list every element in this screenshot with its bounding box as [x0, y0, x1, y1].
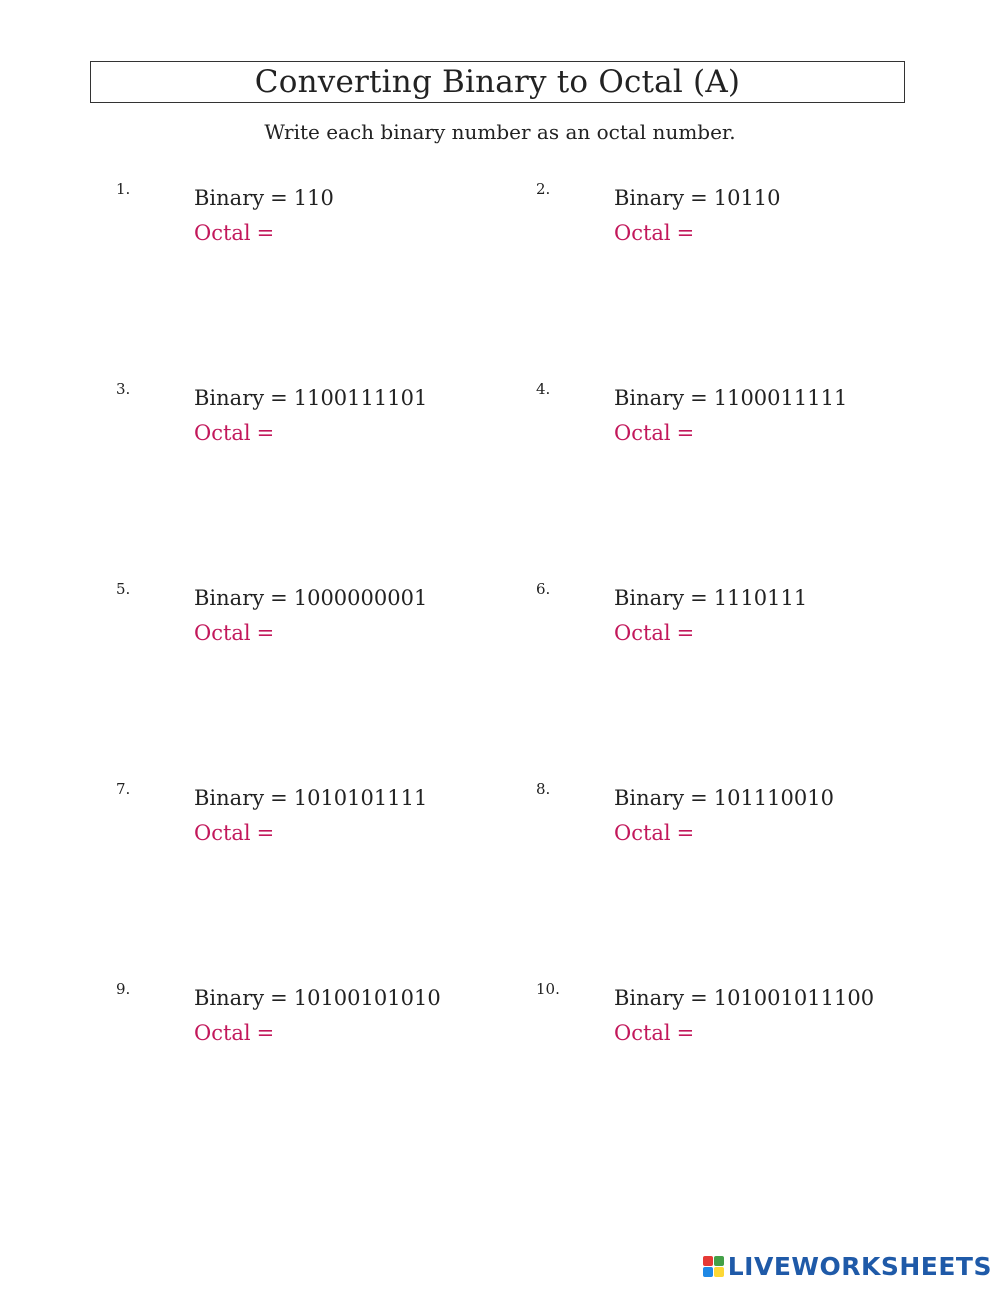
octal-label: Octal: [194, 1021, 251, 1045]
octal-label: Octal: [194, 421, 251, 445]
equals-sign: =: [256, 221, 275, 245]
binary-value: 101110010: [713, 786, 834, 810]
octal-label: Octal: [614, 1021, 671, 1045]
problem-number: 4.: [536, 380, 551, 398]
problem-number: 5.: [116, 580, 131, 598]
octal-answer-line[interactable]: [194, 221, 280, 245]
equals-sign: =: [690, 786, 708, 810]
octal-label: Octal: [194, 221, 251, 245]
equals-sign: =: [270, 386, 288, 410]
problem-number: 9.: [116, 980, 131, 998]
binary-label: Binary: [194, 786, 265, 810]
binary-label: Binary: [614, 186, 685, 210]
logo-square-green: [714, 1256, 724, 1266]
binary-line: [194, 586, 427, 610]
logo-square-blue: [703, 1267, 713, 1277]
binary-line: [614, 986, 874, 1010]
binary-value: 1000000001: [293, 586, 428, 610]
problem-6: [536, 580, 956, 670]
binary-line: [194, 786, 427, 810]
equals-sign: =: [270, 786, 288, 810]
problem-1: [116, 180, 536, 270]
binary-line: [614, 786, 834, 810]
equals-sign: =: [676, 1021, 695, 1045]
problem-number: 1.: [116, 180, 131, 198]
binary-label: Binary: [194, 986, 265, 1010]
equals-sign: =: [690, 186, 708, 210]
equals-sign: =: [270, 186, 288, 210]
binary-label: Binary: [194, 186, 265, 210]
binary-line: [614, 386, 847, 410]
equals-sign: =: [256, 421, 275, 445]
binary-value: 1010101111: [293, 786, 428, 810]
equals-sign: =: [256, 821, 275, 845]
binary-value: 10110: [713, 186, 781, 210]
binary-line: [194, 986, 441, 1010]
problem-2: [536, 180, 956, 270]
octal-answer-line[interactable]: [194, 1021, 280, 1045]
problem-8: [536, 780, 956, 870]
binary-value: 101001011100: [713, 986, 875, 1010]
problem-3: [116, 380, 536, 470]
problem-number: 2.: [536, 180, 551, 198]
octal-answer-line[interactable]: [614, 421, 700, 445]
octal-answer-line[interactable]: [614, 1021, 700, 1045]
octal-label: Octal: [614, 221, 671, 245]
binary-label: Binary: [614, 786, 685, 810]
instructions: Write each binary number as an octal number.: [264, 120, 736, 144]
problem-9: [116, 980, 536, 1070]
problem-number: 8.: [536, 780, 551, 798]
problem-4: [536, 380, 956, 470]
equals-sign: =: [256, 621, 275, 645]
binary-label: Binary: [194, 586, 265, 610]
octal-label: Octal: [614, 421, 671, 445]
binary-value: 110: [293, 186, 334, 210]
problem-10: [536, 980, 956, 1070]
problem-number: 10.: [536, 980, 560, 998]
octal-answer-line[interactable]: [194, 621, 280, 645]
liveworksheets-watermark: [703, 1252, 992, 1281]
binary-label: Binary: [614, 986, 685, 1010]
octal-label: Octal: [194, 621, 251, 645]
octal-answer-line[interactable]: [614, 621, 700, 645]
octal-label: Octal: [194, 821, 251, 845]
logo-square-red: [703, 1256, 713, 1266]
problem-number: 7.: [116, 780, 131, 798]
equals-sign: =: [690, 586, 708, 610]
problem-5: [116, 580, 536, 670]
equals-sign: =: [676, 821, 695, 845]
equals-sign: =: [690, 386, 708, 410]
watermark-text: LIVEWORKSHEETS: [727, 1252, 992, 1281]
binary-label: Binary: [194, 386, 265, 410]
equals-sign: =: [676, 621, 695, 645]
equals-sign: =: [256, 1021, 275, 1045]
equals-sign: =: [690, 986, 708, 1010]
binary-label: Binary: [614, 586, 685, 610]
binary-line: [614, 586, 807, 610]
octal-answer-line[interactable]: [614, 221, 700, 245]
binary-line: [194, 386, 427, 410]
octal-label: Octal: [614, 621, 671, 645]
octal-answer-line[interactable]: [614, 821, 700, 845]
binary-value: 1100111101: [293, 386, 428, 410]
equals-sign: =: [270, 586, 288, 610]
binary-value: 1100011111: [713, 386, 848, 410]
worksheet-title: Converting Binary to Octal (A): [90, 61, 905, 103]
logo-square-yellow: [714, 1267, 724, 1277]
liveworksheets-logo-icon: [703, 1256, 724, 1277]
binary-value: 10100101010: [293, 986, 441, 1010]
equals-sign: =: [676, 421, 695, 445]
octal-answer-line[interactable]: [194, 421, 280, 445]
problem-number: 3.: [116, 380, 131, 398]
octal-label: Octal: [614, 821, 671, 845]
binary-line: [614, 186, 781, 210]
binary-line: [194, 186, 334, 210]
problem-7: [116, 780, 536, 870]
problem-number: 6.: [536, 580, 551, 598]
binary-label: Binary: [614, 386, 685, 410]
equals-sign: =: [676, 221, 695, 245]
equals-sign: =: [270, 986, 288, 1010]
binary-value: 1110111: [713, 586, 808, 610]
octal-answer-line[interactable]: [194, 821, 280, 845]
